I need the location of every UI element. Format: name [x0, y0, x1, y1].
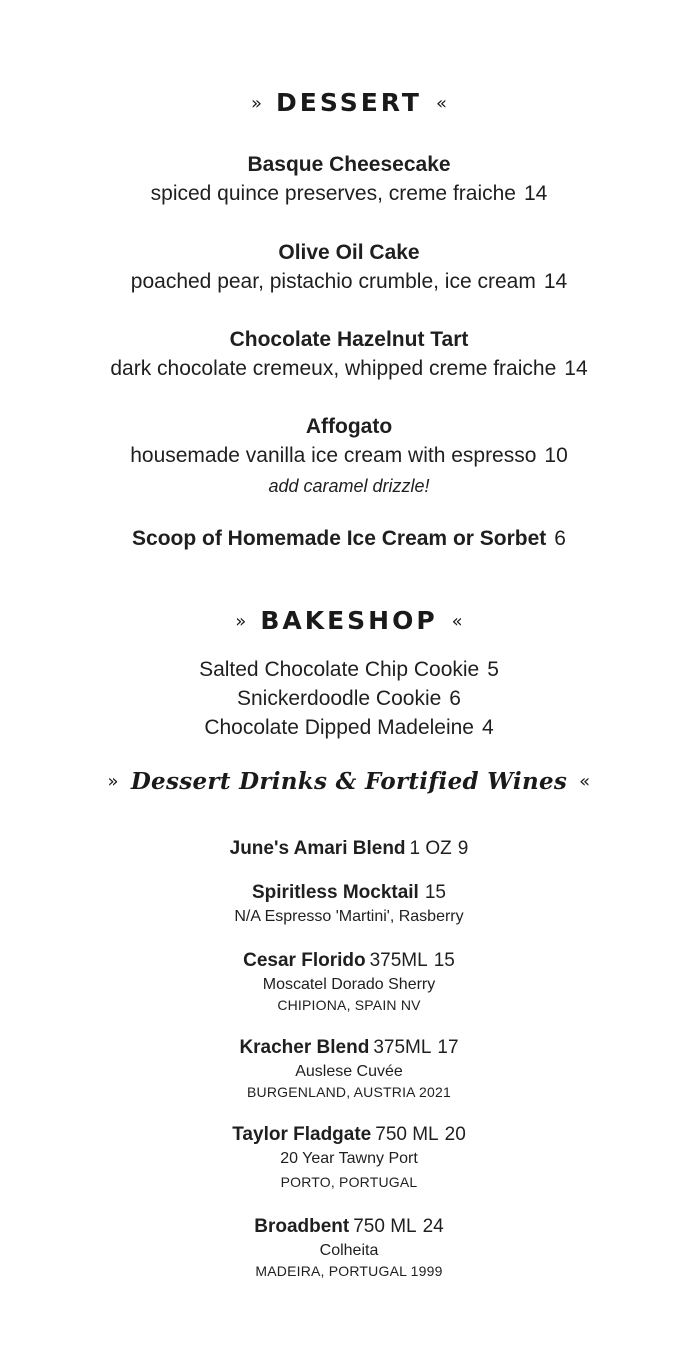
item-price: 6 — [449, 687, 461, 710]
drink-description: N/A Espresso 'Martini', Rasberry — [234, 908, 464, 925]
menu-item-olive-oil-cake — [0, 238, 698, 296]
drinks-heading — [0, 768, 698, 795]
item-price: 6 — [554, 527, 566, 550]
drink-size: 750 ML — [375, 1124, 439, 1145]
drink-name: June's Amari Blend — [229, 838, 406, 859]
item-price: 14 — [564, 357, 588, 380]
chevron-right-icon: » — [107, 771, 119, 792]
item-name: Scoop of Homemade Ice Cream or Sorbet — [132, 527, 547, 550]
drink-name: Broadbent — [254, 1216, 350, 1237]
drink-region: CHIPIONA, SPAIN NV — [277, 997, 421, 1013]
drink-name: Spiritless Mocktail — [252, 882, 419, 903]
menu-item-scoop — [0, 524, 698, 553]
drink-june-amari — [0, 836, 698, 862]
item-note: add caramel drizzle! — [268, 476, 430, 496]
item-price: 5 — [487, 658, 499, 681]
list-item: Snickerdoodle Cookie 6 — [237, 687, 461, 710]
dessert-title: DESSERT — [276, 88, 422, 117]
drink-size: 375ML — [373, 1037, 432, 1058]
menu-item-basque-cheesecake — [0, 150, 698, 208]
drinks-title: Dessert Drinks & Fortified Wines — [130, 768, 568, 795]
drink-price: 15 — [433, 950, 455, 971]
drink-description: Colheita — [319, 1242, 379, 1259]
item-description: dark chocolate cremeux, whipped creme fraiche 14 — [110, 357, 588, 380]
drink-size: 750 ML — [353, 1216, 417, 1237]
item-price: 10 — [544, 444, 568, 467]
menu-item-chocolate-hazelnut-tart — [0, 325, 698, 383]
drink-size: 1 OZ — [409, 838, 452, 859]
drink-kracher-blend — [0, 1035, 698, 1102]
bakeshop-title: BAKESHOP — [260, 606, 438, 635]
chevron-left-icon: « — [579, 771, 591, 792]
drink-cesar-florido — [0, 948, 698, 1015]
item-price: 4 — [482, 716, 494, 739]
drink-region: BURGENLAND, AUSTRIA 2021 — [247, 1084, 451, 1100]
chevron-right-icon: » — [250, 93, 262, 114]
drink-description: Auslese Cuvée — [295, 1063, 403, 1080]
drink-price: 9 — [457, 838, 469, 859]
drink-spiritless-mocktail — [0, 880, 698, 928]
item-price: 14 — [523, 182, 548, 205]
item-name: Olive Oil Cake — [278, 241, 420, 264]
item-name: Affogato — [305, 415, 393, 438]
list-item: Salted Chocolate Chip Cookie 5 — [199, 658, 499, 681]
drink-region: MADEIRA, PORTUGAL 1999 — [255, 1263, 443, 1279]
item-price: 14 — [543, 270, 568, 293]
bakeshop-heading — [0, 606, 698, 635]
drink-price: 24 — [422, 1216, 444, 1237]
drink-price: 15 — [424, 882, 446, 903]
drink-description: 20 Year Tawny Port — [280, 1150, 418, 1167]
chevron-left-icon: « — [435, 93, 447, 114]
item-name: Chocolate Hazelnut Tart — [229, 328, 469, 351]
drink-name: Kracher Blend — [239, 1037, 370, 1058]
drink-price: 17 — [437, 1037, 459, 1058]
chevron-left-icon: « — [451, 611, 463, 632]
item-description: spiced quince preserves, creme fraiche 14 — [150, 182, 548, 205]
bakeshop-list — [0, 655, 698, 742]
list-item: Chocolate Dipped Madeleine 4 — [204, 716, 494, 739]
drink-price: 20 — [444, 1124, 466, 1145]
drink-region: PORTO, PORTUGAL — [280, 1174, 418, 1190]
dessert-heading — [0, 88, 698, 117]
drink-taylor-fladgate — [0, 1122, 698, 1192]
item-description: housemade vanilla ice cream with espresso 10 — [130, 444, 568, 467]
drink-description: Moscatel Dorado Sherry — [262, 976, 436, 993]
drink-name: Cesar Florido — [243, 950, 366, 971]
item-description: poached pear, pistachio crumble, ice cream 14 — [130, 270, 568, 293]
drink-broadbent — [0, 1214, 698, 1281]
drink-size: 375ML — [369, 950, 428, 971]
item-name: Basque Cheesecake — [247, 153, 451, 176]
drink-name: Taylor Fladgate — [232, 1124, 372, 1145]
menu-item-affogato — [0, 412, 698, 502]
chevron-right-icon: » — [235, 611, 247, 632]
